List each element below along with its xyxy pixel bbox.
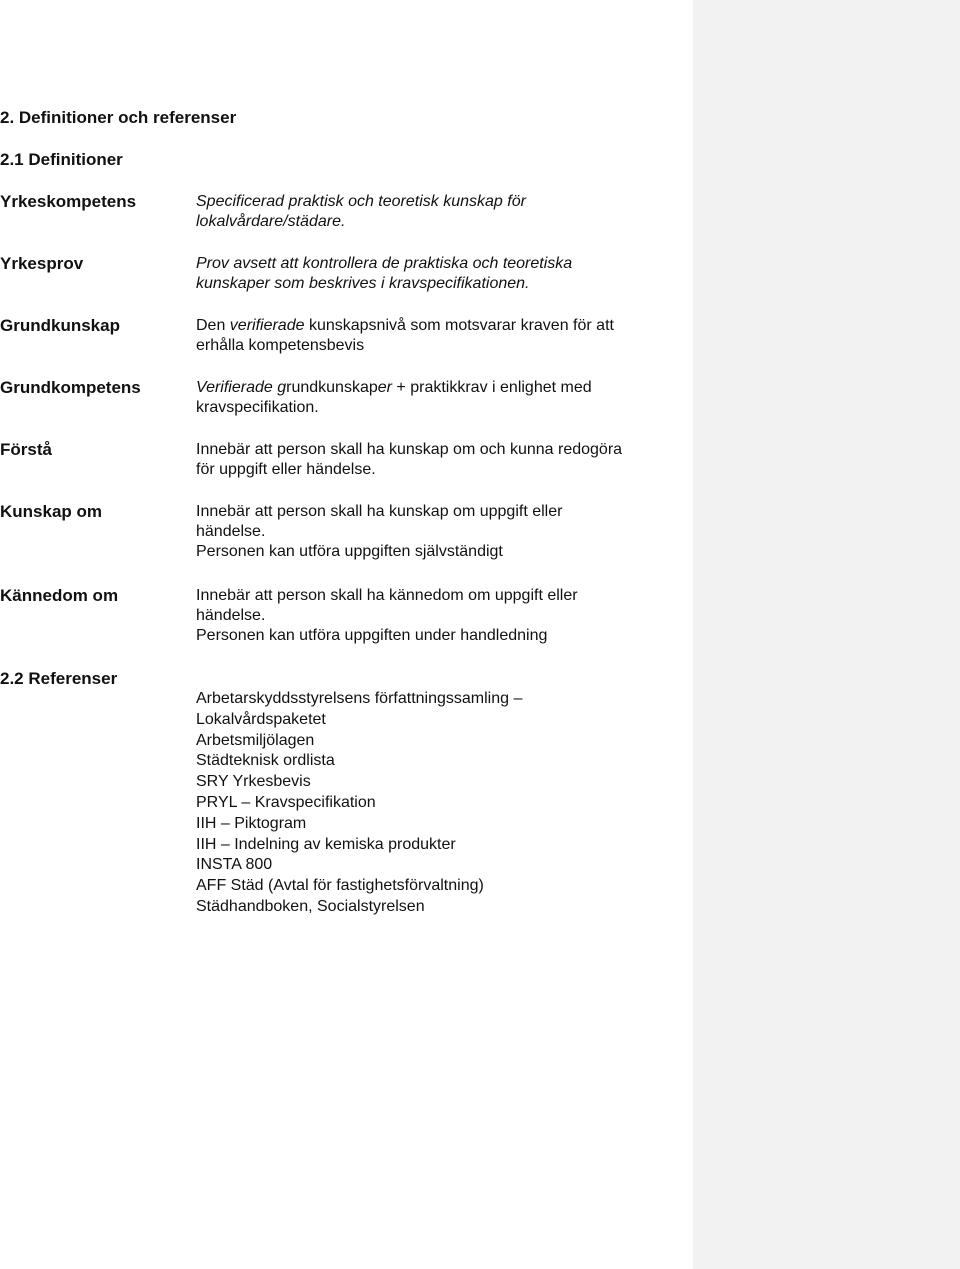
definition-line: lokalvårdare/städare.: [196, 213, 346, 230]
definition-line: Personen kan utföra uppgiften självständigt: [196, 543, 503, 560]
definition-grundkunskap: [196, 316, 686, 356]
definition-line: [196, 378, 686, 398]
term-yrkesprov: Yrkesprov: [0, 254, 84, 273]
reference-item: IIH – Piktogram: [196, 814, 307, 832]
reference-item: Arbetarskyddsstyrelsens författningssamling –: [196, 690, 523, 707]
term-kunskap-om: Kunskap om: [0, 502, 103, 521]
term-grundkompetens: Grundkompetens: [0, 378, 141, 397]
definition-line: Innebär att person skall ha kunskap om uppgift eller: [196, 503, 563, 520]
term-forsta: Förstå: [0, 440, 52, 459]
term-yrkeskompetens: Yrkeskompetens: [0, 192, 137, 211]
reference-item: SRY Yrkesbevis: [196, 773, 311, 791]
definition-yrkesprov: [196, 254, 686, 294]
definition-line: Innebär att person skall ha kännedom om uppgift eller: [196, 587, 578, 604]
reference-item: Städhandboken, Socialstyrelsen: [196, 897, 425, 915]
definition-line: kravspecifikation.: [196, 399, 319, 416]
definition-kunskap-om: [196, 502, 686, 562]
definition-fragment: kunskapsnivå som motsvarar kraven för att: [304, 317, 614, 334]
definition-line: händelse.: [196, 607, 266, 624]
definition-line: kunskaper som beskrives i kravspecifikationen.: [196, 275, 530, 292]
reference-item: Lokalvårdspaketet: [196, 710, 326, 728]
term-grundkunskap: Grundkunskap: [0, 316, 120, 335]
definition-forsta: [196, 440, 686, 480]
definition-fragment: + praktikkrav i enlighet med: [391, 379, 592, 396]
definition-italic-fragment: verifierade: [229, 317, 305, 334]
references-subheading: 2.2 Referenser: [0, 669, 118, 688]
section-heading: 2. Definitioner och referenser: [0, 108, 237, 127]
reference-item: AFF Städ (Avtal för fastighetsförvaltning): [196, 877, 484, 895]
references-list: [196, 689, 676, 918]
definition-line: för uppgift eller händelse.: [196, 461, 376, 478]
definition-fragment: rundkunskap: [286, 379, 378, 396]
definition-line: Innebär att person skall ha kunskap om och kunna redogöra: [196, 441, 623, 458]
definition-kannedom-om: [196, 586, 686, 646]
definition-line: [196, 316, 686, 336]
reference-item: Städteknisk ordlista: [196, 752, 335, 770]
definition-italic-fragment: er: [377, 379, 392, 396]
definition-line: Prov avsett att kontrollera de praktiska och teoretiska: [196, 255, 573, 272]
definition-yrkeskompetens: [196, 192, 686, 232]
reference-item: IIH – Indelning av kemiska produkter: [196, 835, 456, 853]
term-kannedom-om: Kännedom om: [0, 586, 119, 605]
definition-fragment: Den: [196, 317, 230, 334]
reference-item: PRYL – Kravspecifikation: [196, 793, 376, 811]
definition-line: Personen kan utföra uppgiften under handledning: [196, 627, 548, 644]
definition-line: erhålla kompetensbevis: [196, 337, 365, 354]
definition-line: händelse.: [196, 523, 266, 540]
definition-line: Specificerad praktisk och teoretisk kunskap för: [196, 193, 526, 210]
definition-italic-fragment: Verifierade g: [196, 379, 287, 396]
reference-item: INSTA 800: [196, 856, 273, 874]
definition-grundkompetens: [196, 378, 686, 418]
reference-item: Arbetsmiljölagen: [196, 731, 315, 749]
comment-margin-pane: [693, 0, 960, 1269]
definitions-subheading: 2.1 Definitioner: [0, 150, 123, 169]
